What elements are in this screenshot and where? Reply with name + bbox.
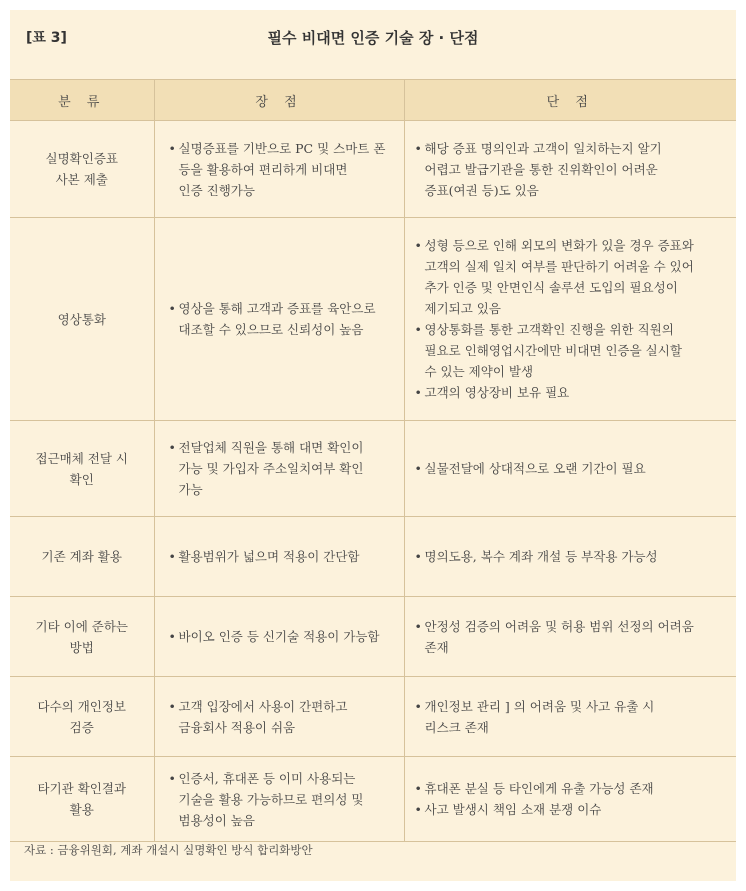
cons-text: 안정성 검증의 어려움 및 허용 범위 선정의 어려움 존재 — [424, 618, 694, 655]
table-row — [10, 421, 736, 517]
column-header-category: 분 류 — [10, 80, 154, 121]
bullet-dot-icon: • — [414, 322, 422, 337]
row-pros — [154, 677, 404, 757]
row-pros — [154, 597, 404, 677]
cons-text: 개인정보 관리 ] 의 어려움 및 사고 유출 시 리스크 존재 — [424, 698, 655, 735]
bullet-dot-icon: • — [414, 140, 422, 156]
table-row — [10, 517, 736, 597]
bullet-dot-icon: • — [414, 698, 422, 714]
pros-text: 활용범위가 넓으며 적용이 간단함 — [178, 549, 360, 564]
cons-bullet — [415, 382, 727, 403]
column-header-cons: 단 점 — [404, 80, 736, 121]
table-row — [10, 597, 736, 677]
table-row — [10, 121, 736, 218]
pros-text: 고객 입장에서 사용이 간편하고 금융회사 적용이 쉬움 — [178, 698, 348, 735]
row-pros — [154, 517, 404, 597]
bullet-dot-icon: • — [168, 140, 176, 156]
table-title: 필수 비대면 인증 기술 장 · 단점 — [267, 29, 479, 47]
table-row — [10, 757, 736, 842]
cons-bullet — [415, 616, 727, 658]
cons-text: 사고 발생시 책임 소재 분쟁 이슈 — [424, 802, 602, 817]
bullet-dot-icon: • — [414, 549, 422, 564]
row-cons — [404, 517, 736, 597]
table-number: [표 3] — [26, 30, 67, 46]
cons-bullet — [415, 319, 727, 382]
row-cons — [404, 218, 736, 421]
cons-text: 성형 등으로 인해 외모의 변화가 있을 경우 증표와 고객의 실제 일치 여부를 판단하기 어려울 수 있어 추가 인증 및 안면인식 솔루션 도입의 필요성이 제기되고 있음 — [424, 238, 694, 316]
pros-bullet — [169, 768, 394, 831]
pros-text: 실명증표를 기반으로 PC 및 스마트 폰 등을 활용하여 편리하게 비대면 인증 진행가능 — [178, 140, 386, 198]
pros-bullet — [169, 546, 394, 567]
table-row — [10, 218, 736, 421]
bullet-dot-icon: • — [168, 629, 176, 644]
pros-text: 인증서, 휴대폰 등 이미 사용되는 기술을 활용 가능하므로 편의성 및 범용성이 높음 — [178, 770, 364, 828]
row-pros — [154, 757, 404, 842]
bullet-dot-icon: • — [414, 781, 422, 796]
row-category: 다수의 개인정보 검증 — [10, 677, 154, 757]
row-cons — [404, 421, 736, 517]
cons-bullet — [415, 235, 727, 319]
bullet-dot-icon: • — [168, 440, 176, 455]
cons-bullet — [415, 778, 727, 799]
row-pros — [154, 421, 404, 517]
cons-bullet — [415, 138, 727, 201]
pros-bullet — [169, 626, 394, 647]
column-header-pros: 장 점 — [154, 80, 404, 121]
cons-text: 실물전달에 상대적으로 오랜 기간이 필요 — [424, 461, 646, 476]
cons-bullet — [415, 546, 727, 567]
pros-bullet — [169, 138, 394, 201]
table-row — [10, 677, 736, 757]
source-note: 자료 : 금융위원회, 계좌 개설시 실명확인 방식 합리화방안 — [24, 843, 313, 857]
row-category: 기타 이에 준하는 방법 — [10, 597, 154, 677]
bullet-dot-icon: • — [414, 385, 422, 400]
row-cons — [404, 121, 736, 218]
bullet-dot-icon: • — [168, 770, 176, 786]
pros-text: 영상을 통해 고객과 증표를 육안으로 대조할 수 있으므로 신뢰성이 높음 — [178, 301, 376, 337]
cons-text: 고객의 영상장비 보유 필요 — [424, 385, 570, 400]
bullet-dot-icon: • — [414, 461, 422, 476]
row-pros — [154, 121, 404, 218]
row-category: 영상통화 — [10, 218, 154, 421]
row-category: 실명확인증표 사본 제출 — [10, 121, 154, 218]
comparison-table — [10, 79, 736, 842]
bullet-dot-icon: • — [168, 698, 176, 714]
bullet-dot-icon: • — [414, 238, 422, 253]
bullet-dot-icon: • — [168, 549, 176, 564]
cons-bullet — [415, 799, 727, 820]
row-cons — [404, 597, 736, 677]
cons-text: 해당 증표 명의인과 고객이 일치하는지 알기 어렵고 발급기관을 통한 진위확인이 어려운 증표(여권 등)도 있음 — [424, 140, 662, 198]
row-cons — [404, 677, 736, 757]
row-category: 접근매체 전달 시 확인 — [10, 421, 154, 517]
cons-bullet — [415, 458, 727, 479]
table-header — [10, 10, 736, 78]
row-cons — [404, 757, 736, 842]
cons-text: 영상통화를 통한 고객확인 진행을 위한 직원의 필요로 인해영업시간에만 비대면 인증을 실시할 수 있는 제약이 발생 — [424, 322, 682, 379]
row-pros — [154, 218, 404, 421]
pros-bullet — [169, 437, 394, 500]
pros-text: 전달업체 직원을 통해 대면 확인이 가능 및 가입자 주소일치여부 확인 가능 — [178, 440, 364, 497]
row-category: 기존 계좌 활용 — [10, 517, 154, 597]
row-category: 타기관 확인결과 활용 — [10, 757, 154, 842]
bullet-dot-icon: • — [414, 802, 422, 817]
table-header-row — [10, 80, 736, 121]
bullet-dot-icon: • — [168, 301, 176, 316]
bullet-dot-icon: • — [414, 618, 422, 634]
pros-bullet — [169, 298, 394, 340]
pros-text: 바이오 인증 등 신기술 적용이 가능함 — [178, 629, 380, 644]
table-card — [10, 10, 736, 881]
cons-bullet — [415, 696, 727, 738]
cons-text: 명의도용, 복수 계좌 개설 등 부작용 가능성 — [424, 549, 658, 564]
pros-bullet — [169, 696, 394, 738]
cons-text: 휴대폰 분실 등 타인에게 유출 가능성 존재 — [424, 781, 654, 796]
